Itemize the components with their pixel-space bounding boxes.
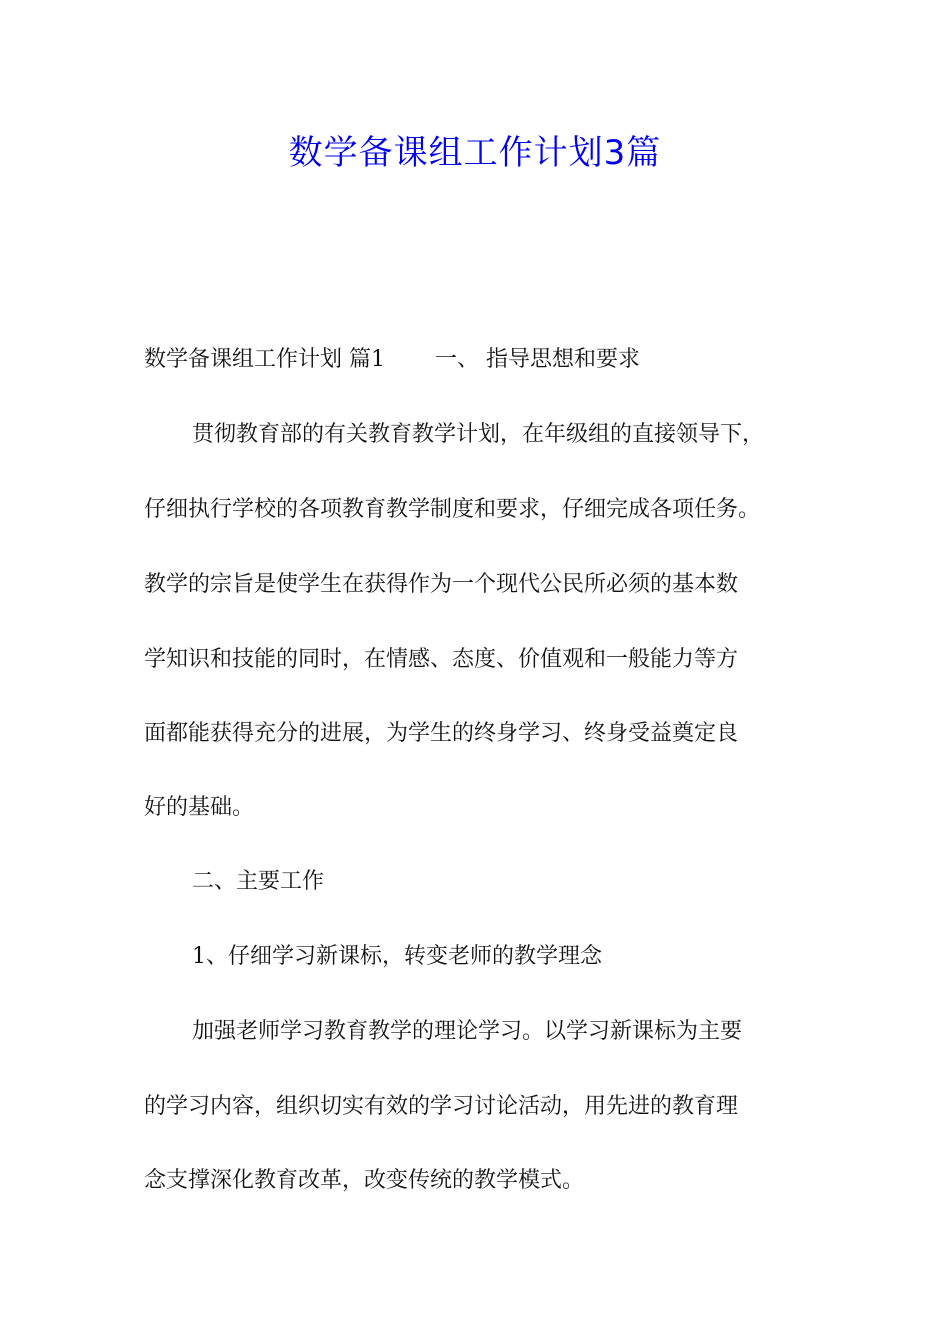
paragraph-line: 加强老师学习教育教学的理论学习。以学习新课标为主要	[192, 1019, 743, 1044]
paragraph-line: 教学的宗旨是使学生在获得作为一个现代公民所必须的基本数	[144, 572, 739, 597]
section-heading-line	[144, 345, 640, 375]
subsection-heading: 1、仔细学习新课标，转变老师的教学理念	[192, 944, 602, 969]
plan-heading: 数学备课组工作计划 篇1	[144, 347, 385, 372]
section-two-heading: 二、主要工作	[192, 869, 325, 894]
paragraph-line: 念支撑深化教育改革，改变传统的教学模式。	[144, 1168, 585, 1193]
section-one-heading: 一、 指导思想和要求	[435, 347, 640, 372]
paragraph-line: 面都能获得充分的进展，为学生的终身学习、终身受益奠定良	[144, 721, 739, 746]
paragraph-line: 贯彻教育部的有关教育教学计划，在年级组的直接领导下，	[192, 422, 765, 447]
document-title: 数学备课组工作计划3篇	[288, 133, 662, 173]
paragraph-line: 学知识和技能的同时，在情感、态度、价值观和一般能力等方	[144, 647, 739, 672]
paragraph-line: 仔细执行学校的各项教育教学制度和要求，仔细完成各项任务。	[144, 497, 761, 522]
paragraph-line: 的学习内容，组织切实有效的学习讨论活动，用先进的教育理	[144, 1094, 739, 1119]
paragraph-line: 好的基础。	[144, 795, 255, 820]
